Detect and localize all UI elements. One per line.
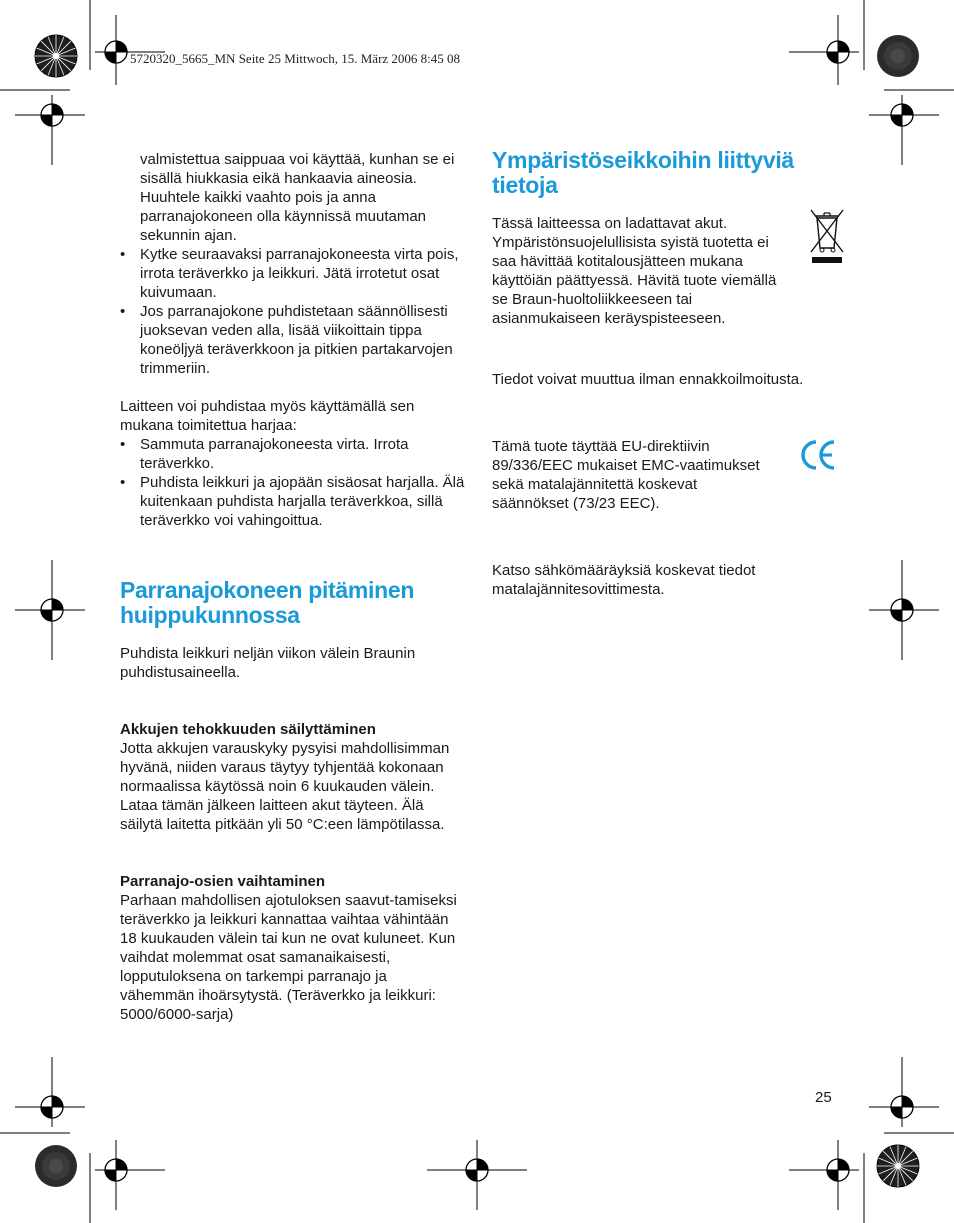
section-heading-environment: Ympäristöseikkoihin liittyviä tietoja xyxy=(492,147,794,198)
list-item: • Jos parranajokone puhdistetaan säännöllisesti juoksevan veden alla, lisää viikoittain tippa koneöljyä teräverkkoon ja pitkien partakarvojen trimmeriin. xyxy=(120,302,465,378)
intro-paragraph: valmistettua saippuaa voi käyttää, kunhan se ei sisällä hiukkasia eikä hankaavia aineosia. Huuhtele kaikki vaahto pois ja anna parranajokoneen olla käynnissä muutaman sekunnin ajan. xyxy=(140,151,455,244)
print-slug-line: 5720320_5665_MN Seite 25 Mittwoch, 15. März 2006 8:45 08 xyxy=(130,51,461,66)
battery-text: Jotta akkujen varauskyky pysyisi mahdollisimman hyvänä, niiden varaus täytyy tyhjentää kokonaan normaalissa käytössä noin 6 kuukauden välein. Lataa tämän jälkeen laitteen akut täyteen. Älä säilytä laitetta pitkään yli 50 °C:een lämpötilassa. xyxy=(120,740,450,833)
maintenance-text: Puhdista leikkuri neljän viikon välein Braunin puhdistusaineella. xyxy=(120,645,416,681)
crossed-out-bin-icon xyxy=(807,206,847,264)
brush-steps-list xyxy=(120,435,465,530)
list-item: • Puhdista leikkuri ja ajopään sisäosat harjalla. Älä kuitenkaan puhdista harjalla teräverkkoa, sillä teräverkko voi vahingoittua. xyxy=(120,473,465,530)
battery-subheading: Akkujen tehokkuuden säilyttäminen xyxy=(120,721,376,738)
parts-subheading: Parranajo-osien vaihtaminen xyxy=(120,873,326,890)
brush-intro: Laitteen voi puhdistaa myös käyttämällä sen mukana toimitettua harjaa: xyxy=(120,398,415,434)
environment-block xyxy=(492,214,837,328)
ce-mark-icon xyxy=(797,437,837,473)
eu-compliance-block xyxy=(492,437,837,513)
parts-text: Parhaan mahdollisen ajotuloksen saavut-tamiseksi teräverkko ja leikkuri kannattaa vaihtaa vähintään 18 kuukauden välein tai kun ne ovat kuluneet. Kun vaihdat molemmat osat samanaikaisesti, lopputuloksena on tarkempi parranajo ja vähemmän ihoärsytystä. (Teräverkko ja leikkuri: 5000/6000-sarja) xyxy=(120,892,457,1023)
list-item: • Sammuta parranajokoneesta virta. Irrota teräverkko. xyxy=(120,435,465,473)
page-number: 25 xyxy=(815,1089,832,1106)
voltage-adapter-text: Katso sähkömääräyksiä koskevat tiedot matalajännitesovittimesta. xyxy=(492,562,756,598)
eu-compliance-text: Tämä tuote täyttää EU-direktiivin 89/336/EEC mukaiset EMC-vaatimukset sekä matalajännitettä koskevat säännökset (73/23 EEC). xyxy=(492,438,760,512)
cleaning-steps-list xyxy=(120,245,465,378)
list-item: • Kytke seuraavaksi parranajokoneesta virta pois, irrota teräverkko ja leikkuri. Jätä irrotetut osat kuivumaan. xyxy=(120,245,465,302)
right-column xyxy=(492,148,837,599)
change-notice: Tiedot voivat muuttua ilman ennakkoilmoitusta. xyxy=(492,371,804,388)
environment-text: Tässä laitteessa on ladattavat akut. Ympäristönsuojelullisista syistä tuotetta ei saa hävittää kotitalousjätteen mukana käyttöiän päättyessä. Hävitä tuote viemällä se Braun-huoltoliikkeeseen tai asianmukaiseen keräyspisteeseen. xyxy=(492,215,777,327)
left-column xyxy=(120,150,465,1024)
section-heading-maintenance: Parranajokoneen pitäminen huippukunnossa xyxy=(120,577,415,628)
